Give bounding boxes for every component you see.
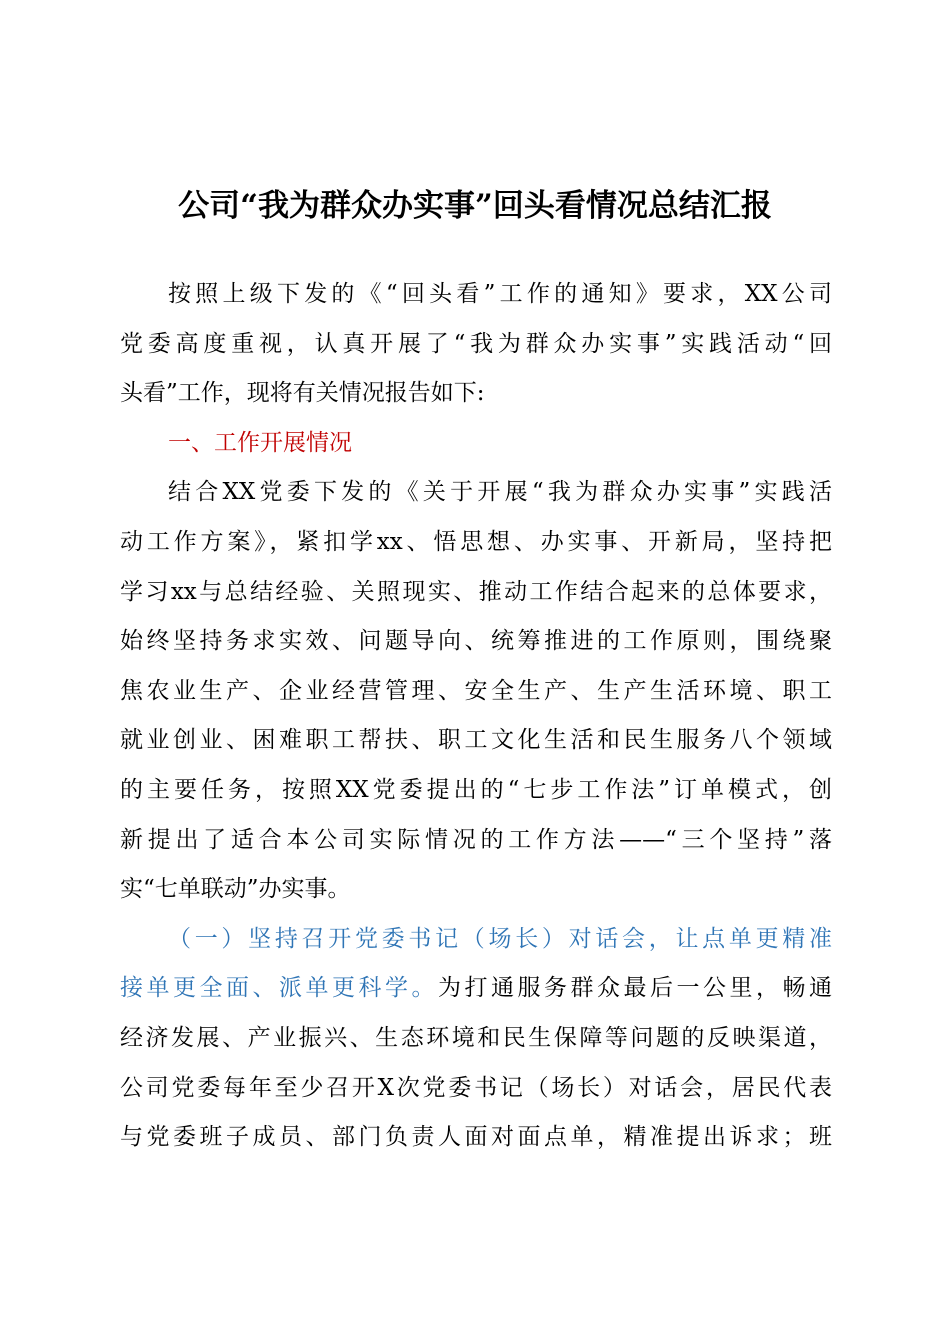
- paragraph-line: 与党委班子成员、部门负责人面对面点单，精准提出诉求；班: [120, 1124, 832, 1151]
- intro-line: 头看”工作，现将有关情况报告如下:: [120, 380, 485, 407]
- paragraph-line: 公司党委每年至少召开X次党委书记（场长）对话会，居民代表: [120, 1074, 832, 1101]
- paragraph-line: 新提出了适合本公司实际情况的工作方法——“三个坚持”落: [120, 826, 832, 853]
- subsection-text: 为打通服务群众最后一公里，畅通: [438, 975, 832, 1002]
- document-body: [120, 270, 832, 1163]
- paragraph-line: 就业创业、困难职工帮扶、职工文化生活和民生服务八个领域: [120, 727, 832, 754]
- paragraph-line: 经济发展、产业振兴、生态环境和民生保障等问题的反映渠道，: [120, 1024, 832, 1051]
- subsection-line: [120, 964, 832, 1014]
- paragraph-line: 动工作方案》，紧扣学xx、悟思想、办实事、开新局，坚持把: [120, 528, 832, 555]
- intro-line: 党委高度重视，认真开展了“我为群众办实事”实践活动“回: [120, 330, 832, 357]
- paragraph-line: 始终坚持务求实效、问题导向、统筹推进的工作原则，围绕聚: [120, 628, 832, 655]
- subsection-heading: （一）坚持召开党委书记（场长）对话会，让点单更精准: [168, 925, 832, 952]
- paragraph-line: 学习xx与总结经验、关照现实、推动工作结合起来的总体要求，: [120, 578, 832, 605]
- paragraph-line: 实“七单联动”办实事。: [120, 876, 351, 903]
- document-title: 公司“我为群众办实事”回头看情况总结汇报: [178, 188, 772, 224]
- paragraph-line: 焦农业生产、企业经营管理、安全生产、生产生活环境、职工: [120, 677, 832, 704]
- paragraph-line: 的主要任务，按照XX党委提出的“七步工作法”订单模式，创: [120, 776, 832, 803]
- paragraph-line: 结合XX党委下发的《关于开展“我为群众办实事”实践活: [168, 479, 832, 506]
- section-heading: 一、工作开展情况: [168, 429, 352, 456]
- intro-line: 按照上级下发的《“回头看”工作的通知》要求，XX公司: [168, 281, 832, 307]
- subsection-heading-continued: 接单更全面、派单更科学。: [120, 975, 438, 1002]
